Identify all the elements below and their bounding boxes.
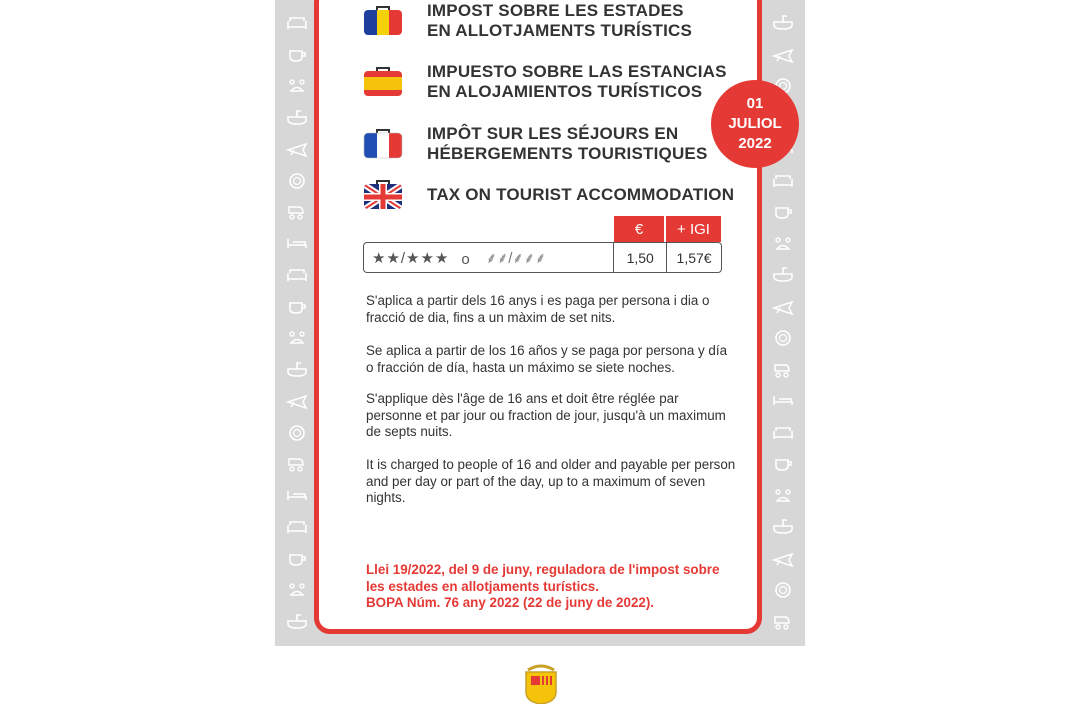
- sofa-icon: [771, 170, 795, 190]
- airplane-icon: [771, 548, 795, 568]
- wheat-ear-rating-icon: ⸙⸙/⸙⸙⸙: [485, 249, 547, 267]
- pet-icon: [285, 579, 309, 599]
- coffee-cup-icon: [285, 44, 309, 64]
- date-day: 01: [746, 95, 764, 112]
- rate-row: [363, 242, 722, 273]
- rate-row-label: [364, 243, 614, 272]
- bed-icon: [771, 390, 795, 410]
- spain-flag-suitcase-icon: [363, 67, 403, 97]
- coffee-cup-icon: [285, 296, 309, 316]
- heading-spanish: [363, 62, 727, 102]
- airplane-icon: [285, 390, 309, 410]
- andorra-coat-of-arms-icon: [522, 664, 560, 704]
- or-label: o: [461, 250, 470, 268]
- pet-icon: [285, 75, 309, 95]
- uk-flag-suitcase-icon: [363, 180, 403, 210]
- heading-text: IMPUESTO SOBRE LAS ESTANCIAS EN ALOJAMIENTOS TURÍSTICOS: [427, 62, 727, 101]
- heading-catalan: [363, 1, 692, 41]
- paragraph-spanish: Se aplica a partir de los 16 años y se paga por persona y día o fracción de día, hasta un máximo se siete noches.: [366, 343, 728, 375]
- sink-icon: [285, 611, 309, 631]
- pet-icon: [771, 233, 795, 253]
- baby-stroller-icon: [771, 359, 795, 379]
- plate-icon: [771, 327, 795, 347]
- heading-text: IMPOST SOBRE LES ESTADES EN ALLOTJAMENTS TURÍSTICS: [427, 1, 693, 40]
- paragraph-french: S'applique dès l'âge de 16 ans et doit être réglée par personne et par jour ou fraction de jour, jusqu'à un maximum de septs nuits.: [366, 391, 726, 439]
- heading-french: [363, 124, 708, 164]
- plate-icon: [771, 579, 795, 599]
- paragraph-english: It is charged to people of 16 and older and payable per person and per day or part of the day, up to a maximum of seven nights.: [366, 457, 736, 505]
- rate-table-header: [614, 216, 721, 242]
- baby-stroller-icon: [285, 453, 309, 473]
- star-rating-icon: ★★/★★★: [372, 249, 450, 267]
- plate-icon: [285, 422, 309, 442]
- france-flag-suitcase-icon: [363, 129, 403, 159]
- airplane-icon: [285, 138, 309, 158]
- bed-icon: [771, 642, 795, 646]
- law-citation: Llei 19/2022, del 9 de juny, reguladora de l'impost sobre les estades en allotjaments turístics.: [366, 562, 720, 594]
- rate-value-euro: 1,50: [614, 243, 667, 272]
- heading-english: [363, 180, 734, 210]
- sofa-icon: [771, 422, 795, 442]
- decor-icon-column-left: [277, 0, 317, 646]
- sink-icon: [285, 359, 309, 379]
- plate-icon: [285, 170, 309, 190]
- baby-stroller-icon: [285, 201, 309, 221]
- pet-icon: [771, 485, 795, 505]
- date-month: JULIOL: [728, 115, 782, 132]
- legal-reference: [366, 562, 736, 612]
- column-header-igi: + IGI: [666, 216, 721, 242]
- heading-text: TAX ON TOURIST ACCOMMODATION: [427, 185, 735, 204]
- paragraph-catalan: S'aplica a partir dels 16 anys i es paga per persona i dia o fracció de dia, fins a un màxim de set nits.: [366, 293, 710, 325]
- sofa-icon: [285, 516, 309, 536]
- coffee-cup-icon: [771, 453, 795, 473]
- sink-icon: [771, 264, 795, 284]
- coffee-cup-icon: [285, 548, 309, 568]
- date-year: 2022: [738, 135, 772, 152]
- bed-icon: [285, 485, 309, 505]
- sofa-icon: [285, 264, 309, 284]
- sink-icon: [771, 516, 795, 536]
- baby-stroller-icon: [771, 611, 795, 631]
- sink-icon: [285, 107, 309, 127]
- column-header-euro: €: [614, 216, 666, 242]
- heading-text: IMPÔT SUR LES SÉJOURS EN HÉBERGEMENTS TOURISTIQUES: [427, 124, 708, 163]
- andorra-flag-suitcase-icon: [363, 6, 403, 36]
- bed-icon: [285, 233, 309, 253]
- airplane-icon: [771, 44, 795, 64]
- coffee-cup-icon: [771, 201, 795, 221]
- pet-icon: [285, 327, 309, 347]
- sofa-icon: [285, 12, 309, 32]
- bopa-citation: BOPA Núm. 76 any 2022 (22 de juny de 2022).: [366, 595, 655, 610]
- date-badge: [711, 80, 799, 168]
- airplane-icon: [285, 642, 309, 646]
- rate-value-igi: 1,57€: [676, 249, 712, 266]
- sink-icon: [771, 12, 795, 32]
- airplane-icon: [771, 296, 795, 316]
